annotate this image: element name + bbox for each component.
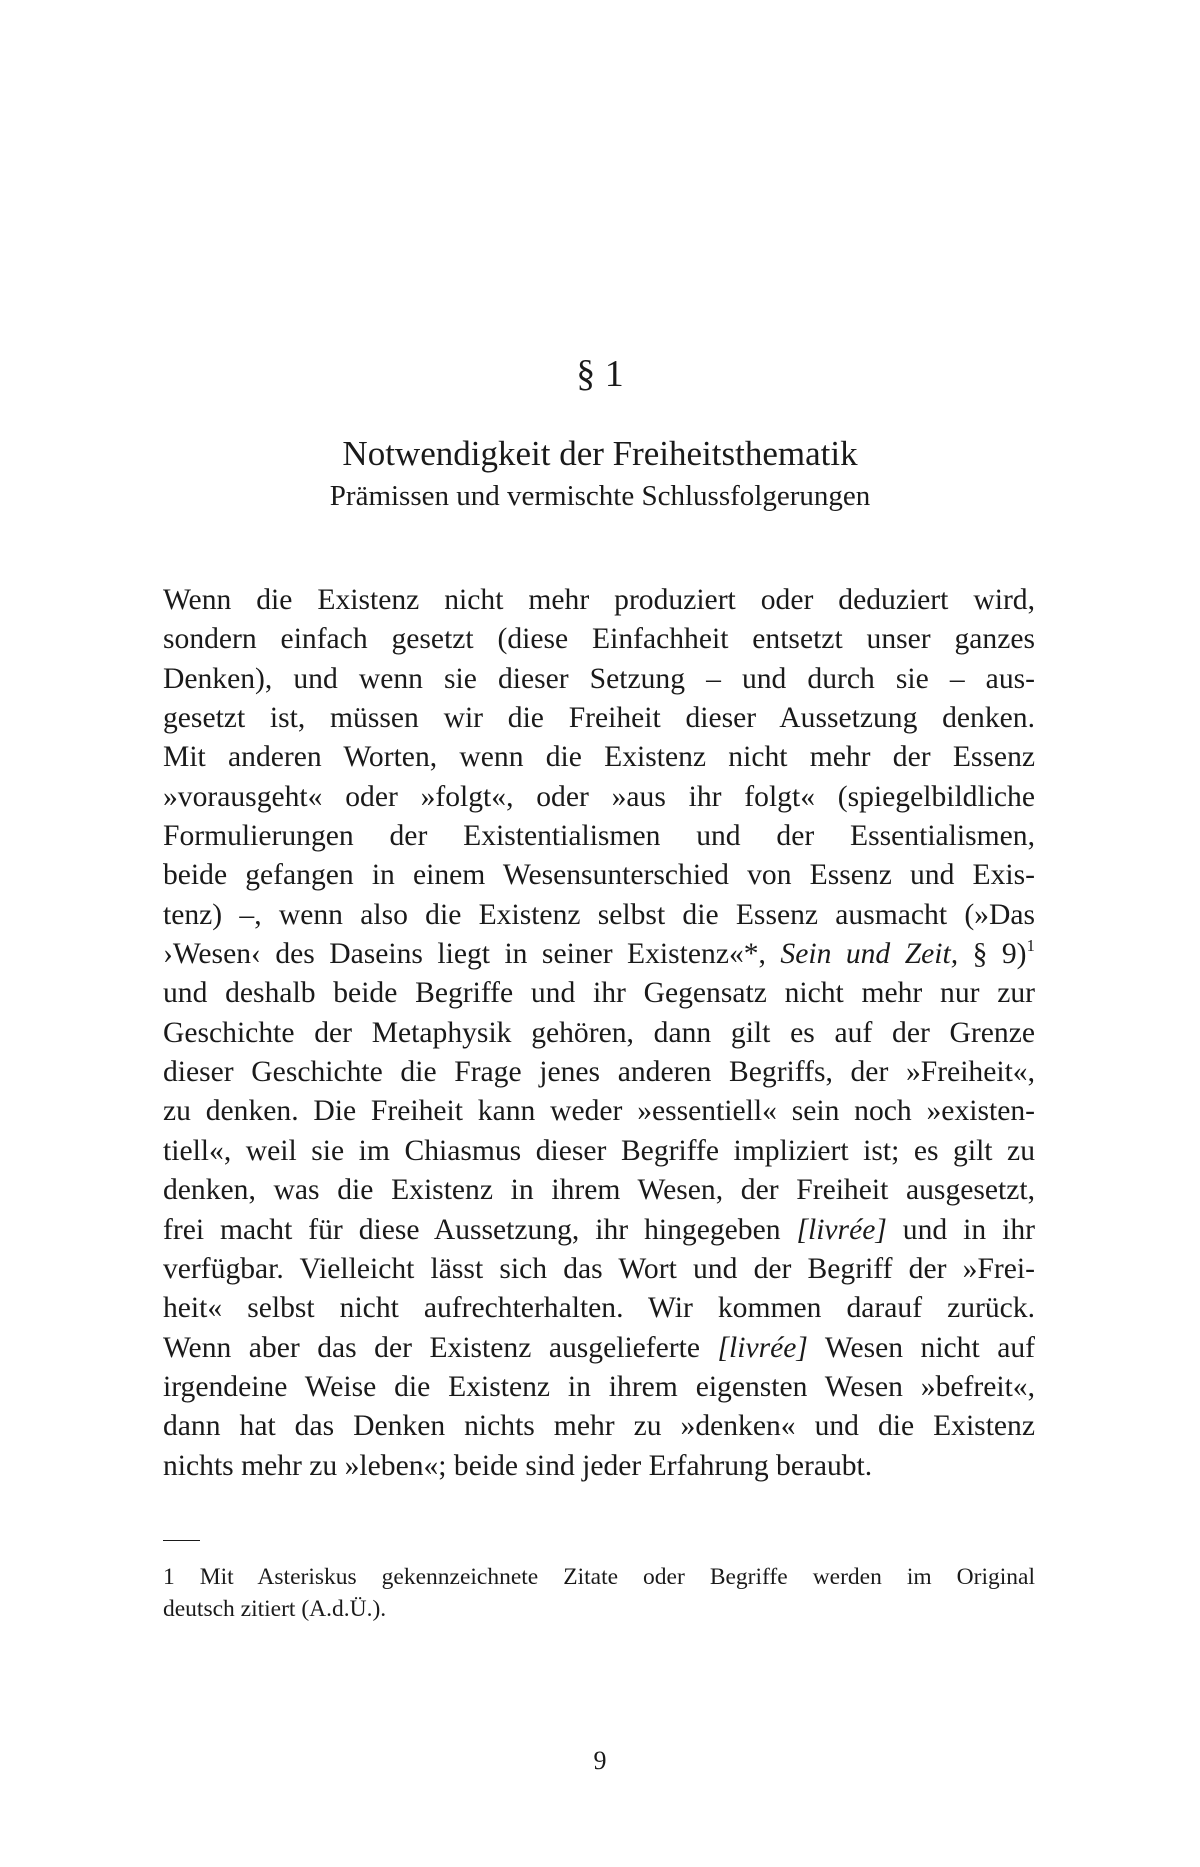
body-line: Geschichte der Metaphysik gehören, dann gilt es auf der Grenze (163, 1016, 1035, 1049)
body-line (163, 935, 1035, 974)
body-line: sondern einfach gesetzt (diese Einfachheit entsetzt unser ganzes (163, 623, 1035, 656)
body-line: dieser Geschichte die Frage jenes anderen Begriffs, der »Freiheit«, (163, 1056, 1035, 1089)
body-line: nichts mehr zu »leben«; beide sind jeder Erfahrung beraubt. (163, 1449, 873, 1482)
french-term: [livrée] (717, 1331, 808, 1364)
footnote-divider (163, 1540, 200, 1541)
footnote-line: deutsch zitiert (A.d.Ü.). (163, 1596, 387, 1622)
body-line: zu denken. Die Freiheit kann weder »essentiell« sein noch »existen- (163, 1095, 1035, 1128)
footnote (163, 1561, 1035, 1625)
body-text-segment: ›Wesen‹ des Daseins liegt in seiner Existenz«*, (163, 938, 781, 971)
section-number: § 1 (576, 353, 624, 395)
body-line: tiell«, weil sie im Chiasmus dieser Begriffe impliziert ist; es gilt zu (163, 1134, 1035, 1167)
body-line (163, 1329, 1035, 1368)
body-line: irgendeine Weise die Existenz in ihrem eigensten Wesen »befreit«, (163, 1370, 1035, 1403)
body-line: Formulierungen der Existentialismen und der Essentialismen, (163, 820, 1035, 853)
body-line: verfügbar. Vielleicht lässt sich das Wort und der Begriff der »Frei- (163, 1252, 1035, 1285)
footnote-marker: 1 (1026, 936, 1035, 956)
body-line: heit« selbst nicht aufrechterhalten. Wir kommen darauf zurück. (163, 1292, 1035, 1325)
footnote-line: 1 Mit Asteriskus gekennzeichnete Zitate oder Begriffe werden im Original (163, 1564, 1035, 1590)
body-line: dann hat das Denken nichts mehr zu »denken« und die Existenz (163, 1410, 1035, 1443)
body-line: und deshalb beide Begriffe und ihr Gegensatz nicht mehr nur zur (163, 977, 1035, 1010)
body-text-segment: Wenn aber das der Existenz ausgelieferte (163, 1331, 718, 1364)
body-line: beide gefangen in einem Wesensunterschied von Essenz und Exis- (163, 859, 1035, 892)
body-line: Denken), und wenn sie dieser Setzung – und durch sie – aus- (163, 662, 1035, 695)
page-number: 9 (593, 1746, 607, 1775)
body-line (163, 1211, 1035, 1250)
book-title-reference: Sein und Zeit, (780, 938, 959, 971)
body-line: denken, was die Existenz in ihrem Wesen, der Freiheit ausgesetzt, (163, 1174, 1035, 1207)
body-line: Mit anderen Worten, wenn die Existenz nicht mehr der Essenz (163, 741, 1035, 774)
chapter-subtitle: Prämissen und vermischte Schlussfolgerungen (329, 480, 871, 512)
body-line: Wenn die Existenz nicht mehr produziert oder deduziert wird, (163, 584, 1035, 616)
body-text-segment: § 9) (958, 938, 1027, 971)
body-text-segment: frei macht für diese Aussetzung, ihr hingegeben (163, 1213, 797, 1246)
body-line: »vorausgeht« oder »folgt«, oder »aus ihr folgt« (spiegelbildliche (163, 780, 1035, 813)
chapter-title: Notwendigkeit der Freiheitsthematik (342, 434, 858, 473)
body-line: gesetzt ist, müssen wir die Freiheit dieser Aussetzung denken. (163, 702, 1035, 735)
body-paragraph (163, 581, 1035, 1486)
body-text-segment: Wesen nicht auf (807, 1331, 1035, 1364)
french-term: [livrée] (796, 1213, 887, 1246)
body-text-segment: und in ihr (886, 1213, 1035, 1246)
body-line: tenz) –, wenn also die Existenz selbst die Essenz ausmacht (»Das (163, 898, 1035, 931)
